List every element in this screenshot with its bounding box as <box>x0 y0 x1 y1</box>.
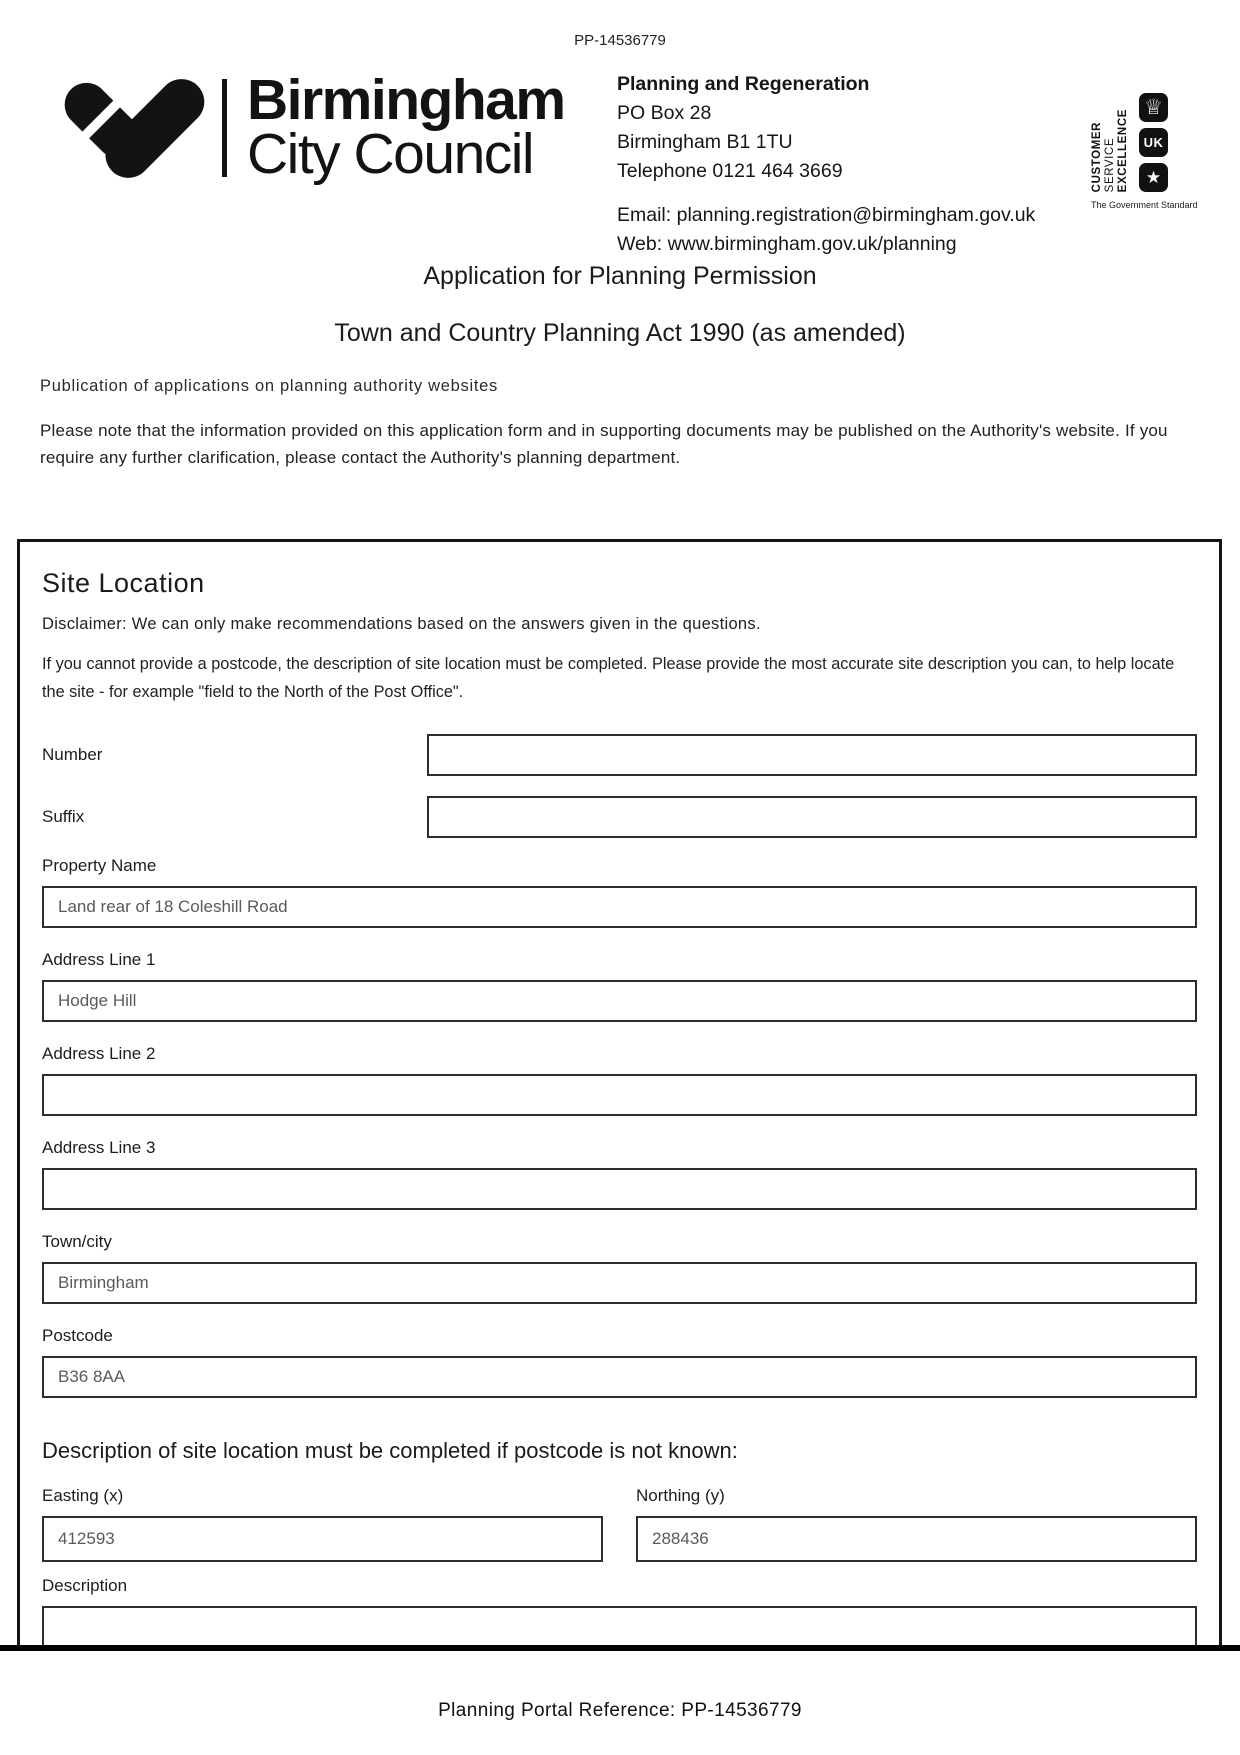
description-requirement-heading: Description of site location must be completed if postcode is not known: <box>42 1438 738 1463</box>
property-name-input[interactable] <box>42 886 1197 928</box>
department-po-box: PO Box 28 <box>617 102 712 124</box>
town-city-label: Town/city <box>42 1232 112 1251</box>
address-line-2-group <box>42 1044 1197 1116</box>
number-input[interactable] <box>427 734 1197 776</box>
address-line-1-group <box>42 950 1197 1022</box>
coordinates-row <box>42 1486 1197 1562</box>
department-email: Email: planning.registration@birmingham.gov.uk <box>617 204 1036 226</box>
easting-label: Easting (x) <box>42 1486 124 1505</box>
logo-text-city-council: City Council <box>247 122 534 186</box>
logo-divider <box>222 79 227 177</box>
site-location-intro: If you cannot provide a postcode, the description of site location must be completed. Please provide the most accurate site description you can, to help locate the site - for example "field to the North of the Post Office". <box>42 655 1175 701</box>
suffix-row <box>42 796 1197 838</box>
department-city-postcode: Birmingham B1 1TU <box>617 131 793 153</box>
postcode-label: Postcode <box>42 1326 113 1345</box>
address-line-2-label: Address Line 2 <box>42 1044 156 1063</box>
department-web: Web: www.birmingham.gov.uk/planning <box>617 233 957 255</box>
council-logo <box>58 68 565 186</box>
star-icon: ★ <box>1139 163 1168 192</box>
publication-note: Please note that the information provided on this application form and in supporting documents may be published on the Authority's website. If you require any further clarification, please contact the Authority's planning department. <box>40 421 1168 467</box>
site-location-panel <box>17 539 1222 1646</box>
site-location-disclaimer: Disclaimer: We can only make recommendations based on the answers given in the questions. <box>42 615 761 633</box>
number-label: Number <box>42 745 103 764</box>
badge-row <box>1091 93 1183 192</box>
northing-label: Northing (y) <box>636 1486 725 1505</box>
department-contact <box>617 70 1035 259</box>
publication-heading: Publication of applications on planning authority websites <box>40 377 498 395</box>
easting-group <box>42 1486 603 1562</box>
suffix-input[interactable] <box>427 796 1197 838</box>
suffix-label: Suffix <box>42 807 85 826</box>
uk-tile: UK <box>1139 128 1168 157</box>
customer-service-excellence-badge <box>1091 93 1198 210</box>
easting-input[interactable] <box>42 1516 603 1562</box>
town-city-input[interactable] <box>42 1262 1197 1304</box>
crown-icon: ♕ <box>1139 93 1168 122</box>
badge-word-excellence: EXCELLENCE <box>1117 108 1129 192</box>
address-line-1-label: Address Line 1 <box>42 950 156 969</box>
form-reference: PP-14536779 <box>574 32 666 49</box>
badge-word-service: SERVICE <box>1104 137 1116 192</box>
address-line-3-label: Address Line 3 <box>42 1138 156 1157</box>
site-location-heading: Site Location <box>42 568 205 598</box>
badge-word-customer: CUSTOMER <box>1091 121 1103 192</box>
page-title: Application for Planning Permission <box>423 262 817 290</box>
badge-tiles <box>1139 93 1168 192</box>
description-label: Description <box>42 1576 128 1595</box>
property-name-group <box>42 856 1197 928</box>
northing-input[interactable] <box>636 1516 1197 1562</box>
address-line-3-input[interactable] <box>42 1168 1197 1210</box>
description-group <box>42 1576 1197 1646</box>
postcode-input[interactable] <box>42 1356 1197 1398</box>
department-telephone: Telephone 0121 464 3669 <box>617 160 843 182</box>
act-subtitle: Town and Country Planning Act 1990 (as amended) <box>334 319 906 347</box>
heart-logo-icon <box>58 72 210 184</box>
department-name: Planning and Regeneration <box>617 73 870 95</box>
logo-text-birmingham: Birmingham <box>247 68 565 132</box>
footer-reference: Planning Portal Reference: PP-14536779 <box>438 1700 802 1721</box>
number-row <box>42 734 1197 776</box>
logo-text <box>247 68 565 186</box>
northing-group <box>636 1486 1197 1562</box>
badge-caption: The Government Standard <box>1091 200 1198 210</box>
address-line-2-input[interactable] <box>42 1074 1197 1116</box>
badge-vertical-text <box>1091 109 1130 192</box>
description-input[interactable] <box>42 1606 1197 1646</box>
address-line-1-input[interactable] <box>42 980 1197 1022</box>
page-separator <box>0 1645 1240 1651</box>
address-line-3-group <box>42 1138 1197 1210</box>
postcode-group <box>42 1326 1197 1398</box>
property-name-label: Property Name <box>42 856 157 875</box>
town-city-group <box>42 1232 1197 1304</box>
